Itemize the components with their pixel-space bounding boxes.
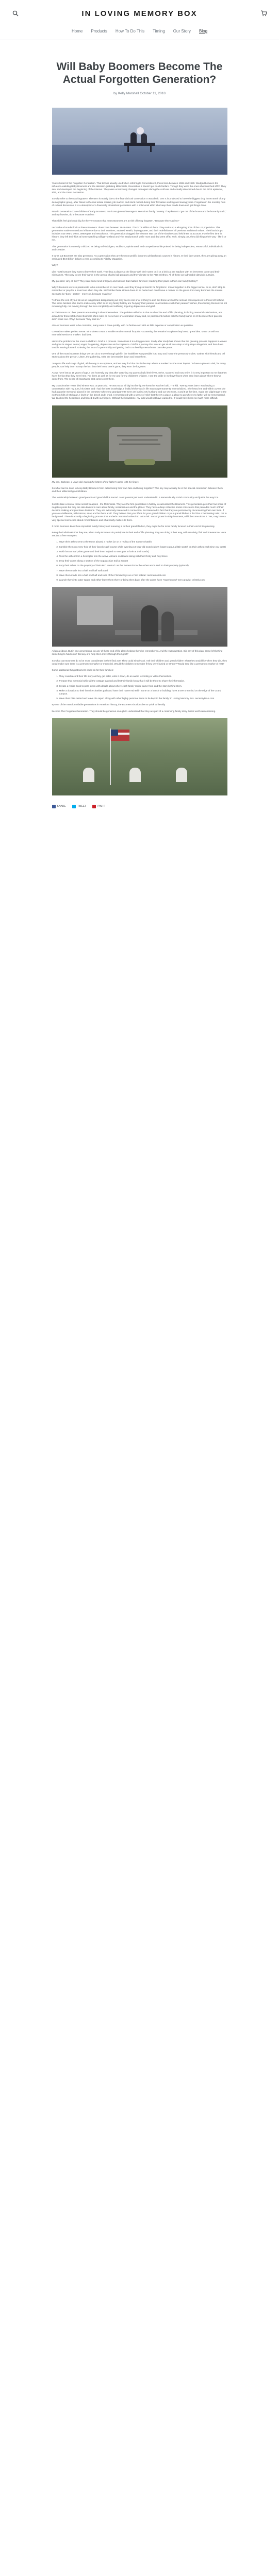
list-item: 5. Have their DNA tested and leave the report along with other highly personal items to be kept in the family: In Loving Memory Box. ancestryDNA.com	[59, 697, 227, 700]
paragraph: Some additional things Boomers could do for their families:	[52, 668, 114, 671]
paragraph: By one of the most formidable generations in American history, the Boomers shouldn't be so quick to literally	[52, 703, 165, 706]
paragraph: You've heard of the Forgotten Generation. That term is usually used when referring to Generation X, those born between 1965 and 1980. Wedged between the influence-wielding Baby Boomers and the attention-grabbing Millennials, Generation X doesn't get much fanfare. Though they were the ones who launched MTV. They saw and developed the beginning of the internet. They were enormously changed teenagers during the cold war and actually determined due to the AIDS epidemic, 9/11, and the Great Recession.	[52, 181, 226, 194]
nav-item-products[interactable]: Products	[91, 29, 107, 33]
list-item: 6. Bury their ashes on the property of their alm't ironical. Let the farmers know the ashes are buried on their property (optional)	[59, 564, 227, 567]
share-pinterest-button[interactable]: PIN IT	[92, 805, 105, 808]
article-body	[52, 182, 227, 795]
examples-list	[59, 540, 227, 582]
article-meta: by Kelly Marshall October 11, 2018	[113, 91, 166, 95]
paragraph: My question: why all this? They want some kind of legacy and not one that matters far more; marking their place in their own family history?	[52, 280, 198, 282]
facebook-icon	[52, 805, 56, 808]
list-item: 2. Prepare that memorial while all the cottage stacked and let their family know that it will be there to share the information.	[59, 680, 227, 683]
nav-item-blog[interactable]: Blog	[199, 29, 208, 33]
article-title: Will Baby Boomers Become The Actual Forgotten Generation?	[56, 61, 223, 86]
cart-icon[interactable]	[258, 8, 269, 19]
share-facebook-button[interactable]: SHARE	[52, 805, 66, 808]
paragraph: Why?	[52, 264, 58, 267]
nav-item-timing[interactable]: Timing	[153, 29, 165, 33]
paragraph: Here's the problem for the ones in children: Grief is a process. Sometimes it is a long process. Study after study has shown that the grieving process happens in waves and goes in stages: denial, anger, bargaining, depression and acceptance. Grief is a journey that we can get stuck on a step or skip steps altogether, and then have trouble moving forward. Grieving the loss of a parent fully and getting back to a healthy mental state can take years.	[52, 340, 227, 349]
suggestions-list	[59, 675, 227, 700]
window	[77, 596, 113, 625]
paragraph: Like most humans they want to leave their mark. They buy a plaque at the library with their name on it or a brick at the stadium with an irreverent quote and their nicknames. They pay to see their name in the annual charity ball program and they donate to the PBS telethon. All of these are admirable altruistic pursuits.	[52, 270, 220, 276]
paragraph: 40% of Boomers want to be cremated, many want it done quickly, with no fanfare and with as little expense or complication as possible.	[52, 324, 194, 327]
paragraph: It turns out Boomers are also generous. As a generation they are the most prolific donors to philanthropic causes in history. In their later years, they are giving away an estimated $8.8 billion dollars a year, according to Fidelity Magazine.	[52, 254, 226, 261]
nav-item-our-story[interactable]: Our Story	[173, 29, 191, 33]
memorial-flag-photo	[52, 718, 227, 795]
paragraph: So let's take a look at these secret weapons - the Millennials. They are the first generation in history to outnumber the Boomers. This generation gets their fair share of negative press but they are also known to care about family, social issues and the planet. They have a deep collective social conscience that pervades much of their decision making and purchase decisions. They are extremely interested in connection. So interested in fact that they are permanently documenting their own lives. If you are a Millennial, with tattoos, snap and be there at all. They believe that your life is for your grandchildren or your grandchildren. I find that a fascinating twist, not to be ignored. There is actually a beginning process that embeds cremated ashes into tattoo ink. Social grows in ubiquitousness, will it become about it. Yes, may have a very special connection about remembrance and what really matters to them.	[52, 502, 227, 521]
photo-caption: My son, Jackson, 4 years old, tracing the letters of my father's name with his finger.	[52, 480, 139, 483]
list-item: 4. Toss the ashes from a helicopter into the active volcano on Hawaii along with their Ricky and Ray Steve	[59, 555, 227, 558]
twitter-icon	[72, 805, 76, 808]
list-item: 1. They could record their life story as they get older, write it down, do an audio recording or video themselves.	[59, 675, 227, 678]
paragraph: Jumps to life and stage of grief, all the way to acceptance, and we may find that this is the step where a marker has the most impact. To have a place to visit, for many people, can help them accept the fact that their loved one is gone, they won't be forgotten.	[52, 362, 226, 368]
hero-image	[52, 108, 227, 175]
paragraph-group-2	[52, 487, 227, 537]
person-figure	[161, 612, 174, 641]
paragraph: In Their Honor on: their parents are making it about themselves. The problem with that is that much of the end of life planning, including memorial celebrations, are actually for those left behind. Boomers often insist on no service or celebration of any kind, no permanent marker with the family name on it! Because their parents didn't mark one. Why? Because "they said so."	[52, 311, 222, 320]
paragraph-group-1	[52, 182, 227, 400]
flowers	[124, 459, 155, 465]
list-item: 2. Sprinkle them on every hole of their favorite golf course while tweeting 18-year-old scotch (don't forget to pour a little scotch on their ashes each time you toast)	[59, 546, 227, 549]
site-title[interactable]: IN LOVING MEMORY BOX	[81, 9, 198, 18]
person-silhouette	[141, 133, 147, 144]
list-item: 9. Launch them into outer space and either leave them there or bring them back after the ashes have "experienced" zero gravity: celestis.com	[59, 579, 227, 582]
main-nav	[0, 27, 279, 40]
list-item: 1. Have their ashes sent to the Moon aboard a rocket (or on a replica of the Space Shuttle)	[59, 540, 227, 544]
paragraph: Let's take a broader look at these Boomers: those born between 1946-1964. That's 76 million of them. They make up a whopping 20% of the US population. This generation made tremendous influence due to their numbers, attained wealth, buying power, and their redefinition of all previous traditional values. Their backdrops includes Star Wars, Disco, Watergate and Woodstock. This generation dragged the Vietnam War out of the shadows and held them to account. For the first time in history, they left their kids at home watching Gilligan's Island and The Brady Bunch while mom and dad went off to work. Simply put, they did things their way - like it or not.	[52, 226, 226, 242]
paragraph: So what can be done to keep Baby Boomers from determining their own fate and being forgotten? The key may actually be in the special connection between them and their Millennial grandchildren.	[52, 486, 223, 493]
paragraph: All great ideas. But in one generations, on any of these end of life plans helping them be remembered. And the vast question. Did any of this plan, those left behind something to hold onto? Did any of it help them move through their grief?	[52, 650, 223, 656]
list-item: 5. Drop their ashes along a section of the Appalachian trail at sunset	[59, 560, 227, 563]
list-item: 8. Have them made into a half and half and suits of the Florida Keys as a Fish habitat: reefmemorial.com	[59, 574, 227, 577]
list-item: 7. Have them made into a half and half surfboard	[59, 569, 227, 572]
paragraph: The relationship between grandparent and grandchild is sacred. Most parents just don't understand it. A tremendously social community and just is the way it is.	[52, 496, 219, 499]
paragraph: That skills feel gloriously big for the very reason that many Boomers are at risk of being forgotten. "Because they said so!"	[52, 219, 179, 223]
article	[52, 40, 227, 824]
paragraph: So why refer to them as forgotten? The term is mainly due to the financial tool Generation X was dealt. Gen X is projected to have the biggest drop in net worth of any demographic group, after blows to the real estate market, job market, and stock market during their formative working and saving years. Forgotten in the nonstop hum of cultural discussion, it is a descriptor of a financially diminished generation with a solid work ethic who keep their heads down and get things done.	[52, 197, 226, 207]
person-figure	[141, 605, 158, 641]
list-item: 4. Make a donation to their favorite charities path and have their name etched in stone on a bench or building, have a tree to remind on the edge of the Grand Canyon.	[59, 689, 227, 696]
nav-item-home[interactable]: Home	[71, 29, 83, 33]
family-photo	[52, 587, 227, 647]
paragraph: "Is there the end of your life as an insignificant disappearing act may seem cool or at 'it thing' to do? But these are but the serious consequences to those left behind. The same families who had to make every effort to rid any family history are 'burying' their parents in accordance with their parents' wishes, then finding themselves not mourning fully, not moving through the loss completely and suffering lingering depression and grief.	[52, 298, 227, 308]
paragraph: My Grandmother Tetter died when I was 10 years old. He was not at all big into family. He knew he was her bold. The kid. Twenty years later I was having a conversation with my aunt, his sister, and I had the best knowledge. I finally felt he was in life was not permanently memorialized. She heard me and within a year she had a granite memorial placed in the cemetery where my grandparents were are buried. My husband and our two sons, 4 and 8 at the time, made the pilgrimage to the northern hills of Michigan. I knelt on the bench and I cried. I remembered with a sense of relief that there's a place, a place to go where my father will be remembered. We touched the headstone and traced it with our fingers. Without the headstone, my kids would not have wanted to. It would have been so much more difficult.	[52, 384, 227, 400]
paragraph: Now in Generation X are children of Baby Boomers, two icons give us leverage to see about family honesty. They know to "get out of the house and be home by dark," and my favorite, do it "because I said so."	[52, 210, 226, 216]
list-item: 3. Hold that annual poker game and deal them in (and no one gets to look at their cards)	[59, 550, 227, 553]
nav-item-how-to[interactable]: How To Do This	[115, 29, 145, 33]
headstone-photo	[52, 405, 227, 478]
person-silhouette	[130, 132, 137, 144]
share-twitter-button[interactable]: TWEET	[72, 805, 87, 808]
paragraph: Cremation makes perfect sense: Who doesn't want a smaller environmental footprint? Scattering the remains in a place they loved: great idea. Move on with no memorial service or marker: bad idea.	[52, 330, 219, 336]
paragraph-group-3	[52, 650, 227, 672]
list-item: 3. Create a recipe book to pass down with details about where each family recipe came from and the story behind them.	[59, 685, 227, 688]
paragraph: Why? Boomers were so passionate to be remembered on one hand—and they trying so hard to be forgotten! I mean forgotten in the bigger sense, as in, don't stop to remember or pray for a loved one when they die. We'll strike these stories down to be buried and don't leave a marker on the grave. For many Boomers the mantra seems to be 'burn - scatter - move on, because I said so.'	[52, 286, 225, 295]
paragraph: This generation is currently criticized as being self-indulgent, stubborn, opinionated, and competitive while praised for being independent, resourceful, individualistic and creative.	[52, 245, 223, 251]
paragraph: One of the most important things we can do to move through grief in the healthiest way possible is to stop and honor the person who dies. Gather with friends and tell stories about the person. Listen, the gathering, write the best stories down and keep them.	[52, 352, 225, 359]
paragraph: If more Boomers knew how important family history and meaning is to their grandchildren, they might be far more family focused in their end of life planning.	[52, 524, 215, 528]
search-icon[interactable]	[10, 8, 21, 19]
paragraph: Being the individuals that they are, when Baby Boomers do participate in their end of life planning, they are doing it their way, with creativity, flair and irreverence. Here are just a few examples:	[52, 531, 226, 537]
paragraph: As we have lost at 16 years of age, I can honestly say that after watching my parents build their lives, strive, succeed and now retire, it is very important to me that they have the fact that they were here. For them as well as for me and for my children's children. I see the pride in my boys' faces when they learn about where they've come from. The sense of importance that comes over them.	[52, 371, 227, 381]
pinterest-icon	[92, 805, 96, 808]
paragraph-group-4	[52, 703, 227, 713]
share-buttons	[52, 805, 227, 808]
paragraph: So what can Boomers do to be more considerate in their final act? They could simply ask. Ask their children and grandchildren what they would like when they die, they could make sure there is a permanent marker or memorial. Would the children remember if they were buried or Where? Would they like a permanent marker of rest?	[52, 659, 227, 665]
site-header	[0, 0, 279, 27]
paragraph: become The Forgotten Generation. They should be generous enough to understand that they are part of a continuing family story that is worth remembering.	[52, 709, 216, 713]
